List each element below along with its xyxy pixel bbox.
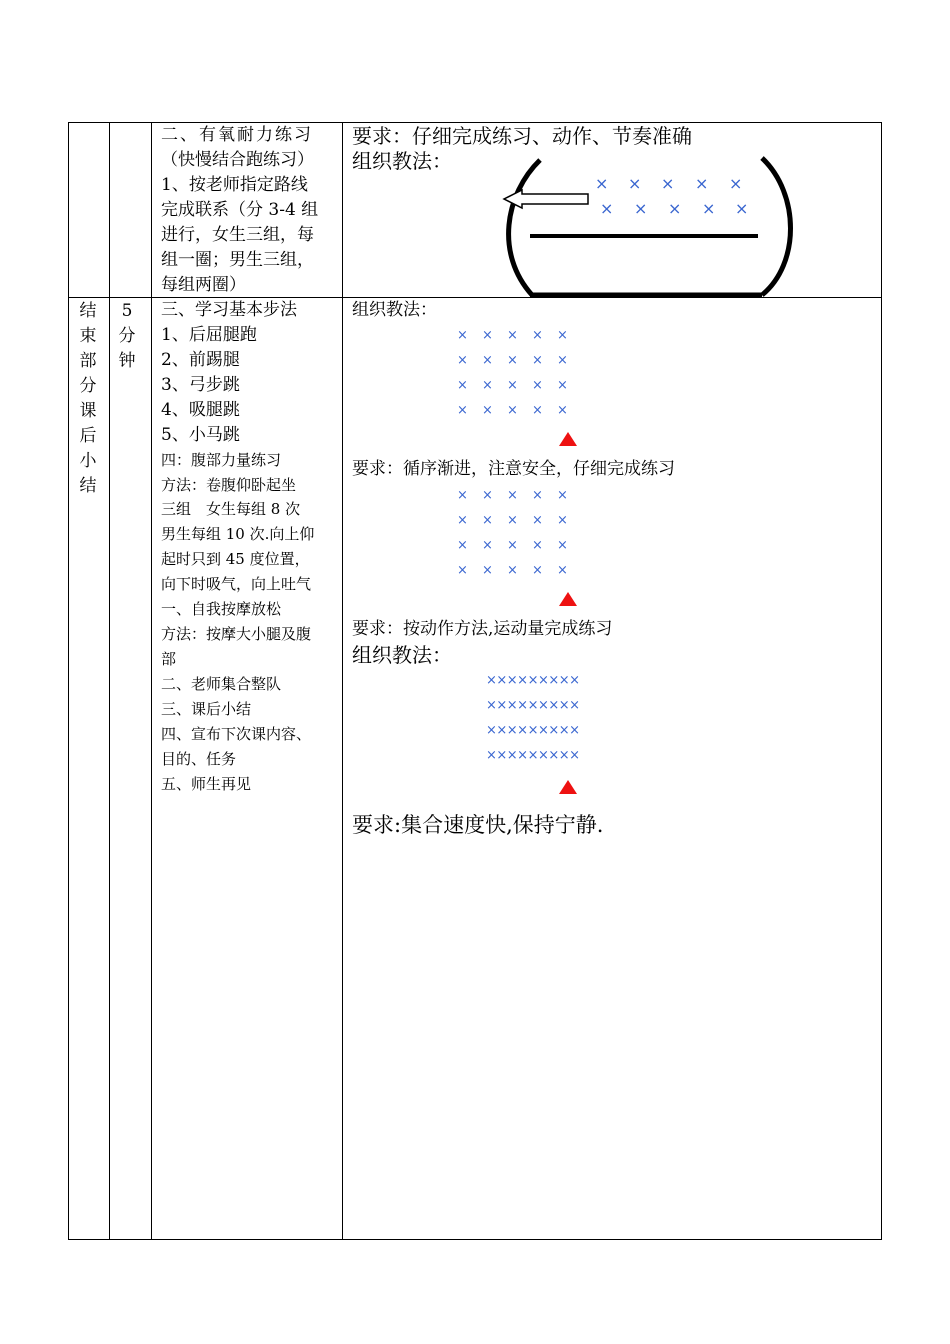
row1-content-line: 二、有氧耐力练习	[161, 125, 313, 145]
student-marker: ×	[595, 174, 609, 193]
organization-method-label: 组织教法：	[352, 643, 452, 667]
student-marker: ×	[532, 538, 543, 553]
row2-content-line: 五、师生再见	[161, 775, 252, 793]
student-marker-row: ×××××××××	[486, 723, 580, 738]
row2-method-cell	[352, 300, 877, 1230]
table-col-divider-3	[342, 122, 343, 1240]
student-marker: ×	[532, 563, 543, 578]
student-marker: ×	[482, 513, 493, 528]
row2-content-line: 向下时吸气，向上吐气	[161, 575, 312, 593]
duration-char: 5	[121, 301, 133, 321]
row2-content-line: 方法：卷腹仰卧起坐	[161, 476, 297, 494]
section-label-char: 分	[79, 376, 97, 396]
requirement-text: 要求：按动作方法,运动量完成练习	[352, 619, 613, 639]
student-marker: ×	[532, 353, 543, 368]
table-border-bottom	[68, 1239, 882, 1240]
student-marker: ×	[507, 353, 518, 368]
student-marker: ×	[557, 353, 568, 368]
student-marker-row: ×××××××××	[486, 698, 580, 713]
row1-content-line: 1、按老师指定路线	[161, 175, 308, 195]
row2-content-line: 二、老师集合整队	[161, 675, 282, 693]
row2-content-line: 三组 女生每组 8 次	[161, 500, 301, 518]
student-marker: ×	[532, 403, 543, 418]
section-label-char: 小	[79, 451, 97, 471]
student-marker: ×	[507, 513, 518, 528]
student-marker: ×	[735, 199, 749, 218]
student-marker: ×	[557, 403, 568, 418]
row2-content-line: 2、前踢腿	[161, 350, 240, 370]
row1-content-line: 每组两圈）	[161, 275, 246, 295]
row2-content-line: 三、课后小结	[161, 700, 252, 718]
student-marker: ×	[507, 563, 518, 578]
student-marker-row: ×××××××××	[486, 673, 580, 688]
row2-content-line: 三、学习基本步法	[161, 300, 297, 320]
duration-label-vertical	[117, 299, 137, 374]
table-border-top	[68, 122, 882, 123]
organization-method-label: 组织教法：	[352, 300, 437, 320]
table-border-right	[881, 122, 882, 1240]
row2-content-line: 四：腹部力量练习	[161, 451, 282, 469]
student-marker: ×	[507, 403, 518, 418]
student-marker: ×	[532, 328, 543, 343]
row1-content-line: 完成联系（分 3-4 组	[161, 200, 319, 220]
student-marker: ×	[600, 199, 614, 218]
row2-content-line: 一、自我按摩放松	[161, 600, 282, 618]
teacher-marker-icon	[559, 592, 577, 606]
row2-content-line: 男生每组 10 次.向上仰	[161, 525, 315, 543]
student-marker: ×	[557, 328, 568, 343]
student-marker: ×	[457, 328, 468, 343]
student-marker: ×	[557, 488, 568, 503]
student-marker: ×	[507, 378, 518, 393]
student-marker: ×	[482, 538, 493, 553]
row2-content-line: 起时只到 45 度位置，	[161, 550, 310, 568]
student-marker: ×	[457, 563, 468, 578]
requirement-text: 要求：循序渐进，注意安全，仔细完成练习	[352, 459, 675, 479]
section-label-char: 束	[79, 326, 97, 346]
student-marker: ×	[628, 174, 642, 193]
section-label-char: 后	[79, 426, 97, 446]
student-marker: ×	[457, 403, 468, 418]
student-marker: ×	[457, 353, 468, 368]
duration-char: 分	[118, 326, 136, 346]
row2-content-line: 1、后屈腿跑	[161, 325, 257, 345]
student-marker: ×	[557, 563, 568, 578]
student-marker: ×	[729, 174, 743, 193]
student-marker: ×	[507, 488, 518, 503]
student-marker: ×	[668, 199, 682, 218]
student-marker: ×	[702, 199, 716, 218]
row1-content-line: （快慢结合跑练习）	[161, 150, 314, 170]
row2-content-line: 目的、任务	[161, 750, 237, 768]
table-border-left	[68, 122, 69, 1240]
organization-method-label: 组织教法：	[352, 149, 452, 173]
table-col-divider-2	[151, 122, 152, 1240]
row2-content-line: 部	[161, 650, 177, 668]
duration-char: 钟	[118, 351, 136, 371]
teacher-marker-icon	[559, 432, 577, 446]
section-label-char: 结	[79, 301, 97, 321]
row2-content-line: 3、弓步跳	[161, 375, 240, 395]
requirement-text: 要求:集合速度快,保持宁静.	[352, 813, 604, 837]
student-marker: ×	[457, 378, 468, 393]
row2-content-line: 四、宣布下次课内容、	[161, 725, 312, 743]
requirement-text: 要求：下楼梯慢跑，上楼梯与平路快跑，注意安全。	[352, 233, 743, 253]
section-label-vertical	[78, 299, 98, 499]
route-right-curve	[762, 158, 791, 295]
student-marker: ×	[482, 378, 493, 393]
student-marker: ×	[457, 513, 468, 528]
student-marker: ×	[532, 513, 543, 528]
section-label-char: 部	[79, 351, 97, 371]
student-marker: ×	[532, 488, 543, 503]
student-marker: ×	[482, 403, 493, 418]
table-col-divider-1	[109, 122, 110, 1240]
requirement-text: 要求：仔细完成练习、动作、节奏准确	[352, 124, 692, 148]
section-label-char: 课	[79, 401, 97, 421]
student-marker: ×	[482, 353, 493, 368]
student-marker: ×	[482, 328, 493, 343]
student-marker-row: ×××××××××	[486, 748, 580, 763]
student-marker: ×	[557, 538, 568, 553]
student-marker: ×	[634, 199, 648, 218]
route-left-curve	[509, 160, 540, 295]
running-route-diagram	[500, 154, 800, 299]
section-label-char: 结	[79, 476, 97, 496]
row2-content-line: 方法：按摩大小腿及腹	[161, 625, 312, 643]
direction-arrow-icon	[504, 190, 588, 208]
student-marker: ×	[557, 513, 568, 528]
student-marker: ×	[482, 488, 493, 503]
student-marker: ×	[695, 174, 709, 193]
student-marker: ×	[507, 328, 518, 343]
student-marker: ×	[482, 563, 493, 578]
teacher-marker-icon	[559, 780, 577, 794]
row2-content-line: 4、吸腿跳	[161, 400, 240, 420]
student-marker: ×	[532, 378, 543, 393]
row2-content-line: 5、小马跳	[161, 425, 240, 445]
row1-content-line: 进行，女生三组，每	[161, 225, 314, 245]
student-marker: ×	[557, 378, 568, 393]
student-marker: ×	[457, 538, 468, 553]
student-marker: ×	[507, 538, 518, 553]
student-marker: ×	[457, 488, 468, 503]
row1-method-cell	[352, 124, 877, 296]
student-marker: ×	[661, 174, 675, 193]
row1-content-line: 组一圈；男生三组，	[161, 250, 314, 270]
